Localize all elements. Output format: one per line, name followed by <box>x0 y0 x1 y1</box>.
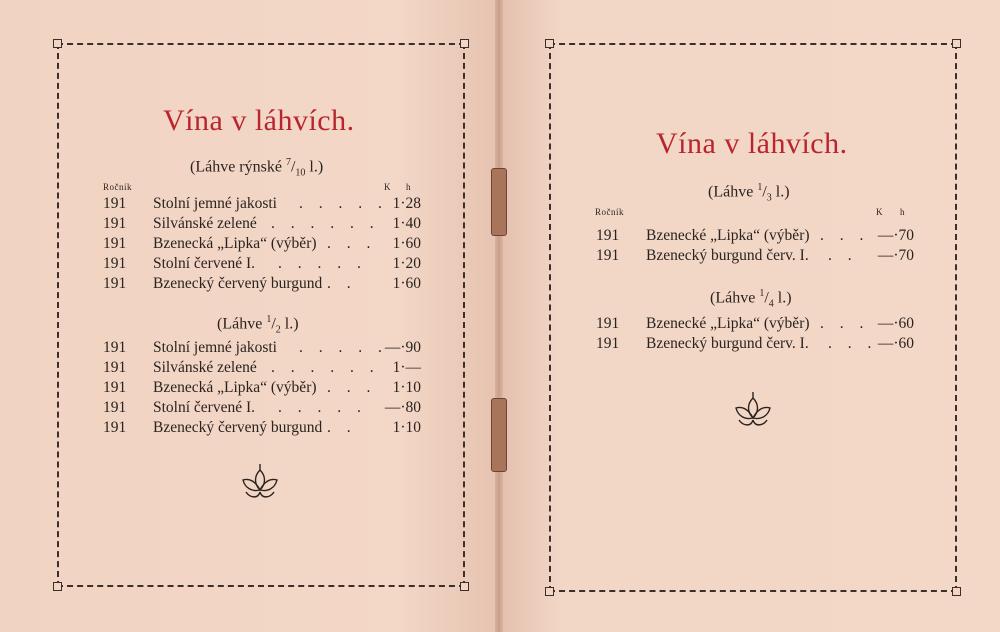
year-cell: 191 <box>103 215 127 232</box>
year-cell: 191 <box>596 315 620 332</box>
price-row <box>103 359 433 379</box>
year-cell: 191 <box>103 195 127 212</box>
wine-name-cell: Stolní jemné jakosti <box>153 195 277 212</box>
wine-name-cell: Silvánské zelené <box>153 359 257 376</box>
heading-text: l.) <box>771 183 790 201</box>
leader-dots: . . . . . <box>299 339 388 356</box>
price-row <box>103 195 433 215</box>
wine-name-cell: Stolní červené I. <box>153 399 256 416</box>
leader-dots: . . . . . <box>278 399 367 416</box>
fraction-numerator: 1 <box>266 314 272 325</box>
year-cell: 191 <box>596 335 620 352</box>
right-title: Vína v láhvích. <box>656 127 848 160</box>
price-cell: 1·60 <box>392 235 421 252</box>
right-section1-heading: (Láhve $^1/_3$ l.) <box>708 182 790 204</box>
price-cell: —·80 <box>384 399 421 416</box>
fraction-numerator: 7 <box>285 157 291 168</box>
price-cell: —·60 <box>877 335 914 352</box>
heading-text: (Láhve <box>710 289 760 307</box>
leader-dots: . . <box>327 419 357 436</box>
wine-name-cell: Silvánské zelené <box>153 215 257 232</box>
leader-dots: . . . . . <box>278 255 367 272</box>
heading-text: (Láhve <box>708 183 758 201</box>
frame-corner <box>952 587 961 596</box>
col-h-header: h <box>900 207 905 217</box>
heading-text: l.) <box>305 158 324 176</box>
leader-dots: . . . <box>327 379 377 396</box>
price-cell: 1·28 <box>392 195 421 212</box>
heading-text: l.) <box>280 315 299 333</box>
col-year-header: Ročník <box>595 207 624 217</box>
year-cell: 191 <box>103 399 127 416</box>
frame-corner <box>460 39 469 48</box>
fraction-denominator: 2 <box>275 324 281 336</box>
wine-name-cell: Bzenecký červený burgund <box>153 419 323 436</box>
col-k-header: K <box>384 182 391 192</box>
leader-dots: . . . <box>820 315 870 332</box>
left-section2-heading: (Láhve $^1/_2$ l.) <box>217 314 299 336</box>
year-cell: 191 <box>596 227 620 244</box>
fraction-denominator: 10 <box>295 167 306 179</box>
year-cell: 191 <box>103 359 127 376</box>
fraction-numerator: 1 <box>757 182 763 193</box>
frame-corner <box>53 39 62 48</box>
price-row <box>103 379 433 399</box>
price-cell: 1·20 <box>392 255 421 272</box>
fraction-numerator: 1 <box>759 288 765 299</box>
fraction-denominator: 3 <box>766 192 772 204</box>
price-cell: —·60 <box>877 315 914 332</box>
leader-dots: . . . . . . <box>271 215 380 232</box>
price-row <box>103 339 433 359</box>
lily-flower-icon <box>240 462 280 502</box>
frame-corner <box>53 582 62 591</box>
wine-name-cell: Bzenecký burgund červ. I. <box>646 335 809 352</box>
frame-corner <box>545 39 554 48</box>
leader-dots: . . <box>327 275 357 292</box>
left-title: Vína v láhvích. <box>163 104 355 137</box>
year-cell: 191 <box>103 255 127 272</box>
staple-bottom <box>491 398 507 472</box>
wine-name-cell: Bzenecké „Lipka“ (výběr) <box>646 315 810 332</box>
wine-name-cell: Bzenecká „Lipka“ (výběr) <box>153 235 317 252</box>
wine-name-cell: Stolní jemné jakosti <box>153 339 277 356</box>
heading-text: (Láhve rýnské <box>190 158 286 176</box>
wine-name-cell: Bzenecká „Lipka“ (výběr) <box>153 379 317 396</box>
leader-dots: . . . . . <box>299 195 388 212</box>
price-cell: 1·— <box>392 359 421 376</box>
heading-text: l.) <box>773 289 792 307</box>
leader-dots: . . . <box>327 235 377 252</box>
wine-name-cell: Stolní červené I. <box>153 255 256 272</box>
price-row <box>103 215 433 235</box>
col-k-header: K <box>876 207 883 217</box>
year-cell: 191 <box>103 339 127 356</box>
heading-text: (Láhve <box>217 315 267 333</box>
price-cell: —·70 <box>877 247 914 264</box>
col-h-header: h <box>406 182 411 192</box>
fraction-denominator: 4 <box>768 298 774 310</box>
year-cell: 191 <box>103 235 127 252</box>
lily-flower-icon <box>733 390 773 430</box>
col-year-header: Ročník <box>103 182 132 192</box>
staple-top <box>491 168 507 236</box>
price-cell: —·90 <box>384 339 421 356</box>
year-cell: 191 <box>596 247 620 264</box>
price-row <box>103 419 433 439</box>
price-row <box>596 315 926 335</box>
price-row <box>596 227 926 247</box>
wine-name-cell: Bzenecké „Lipka“ (výběr) <box>646 227 810 244</box>
leader-dots: . . . <box>820 227 870 244</box>
price-cell: 1·60 <box>392 275 421 292</box>
leader-dots: . . . <box>828 335 878 352</box>
price-row <box>103 399 433 419</box>
price-cell: 1·10 <box>392 379 421 396</box>
price-cell: 1·10 <box>392 419 421 436</box>
leader-dots: . . <box>828 247 858 264</box>
year-cell: 191 <box>103 379 127 396</box>
price-row <box>103 235 433 255</box>
year-cell: 191 <box>103 275 127 292</box>
left-section1-heading: (Láhve rýnské $^7/_{10}$ l.) <box>190 157 324 179</box>
price-row <box>103 275 433 295</box>
leader-dots: . . . . . . <box>271 359 380 376</box>
price-cell: 1·40 <box>392 215 421 232</box>
price-row <box>596 247 926 267</box>
right-section2-heading: (Láhve $^1/_4$ l.) <box>710 288 792 310</box>
frame-corner <box>545 587 554 596</box>
wine-name-cell: Bzenecký červený burgund <box>153 275 323 292</box>
price-row <box>596 335 926 355</box>
wine-name-cell: Bzenecký burgund červ. I. <box>646 247 809 264</box>
frame-corner <box>460 582 469 591</box>
frame-corner <box>952 39 961 48</box>
price-cell: —·70 <box>877 227 914 244</box>
book-gutter <box>495 0 503 632</box>
price-row <box>103 255 433 275</box>
year-cell: 191 <box>103 419 127 436</box>
